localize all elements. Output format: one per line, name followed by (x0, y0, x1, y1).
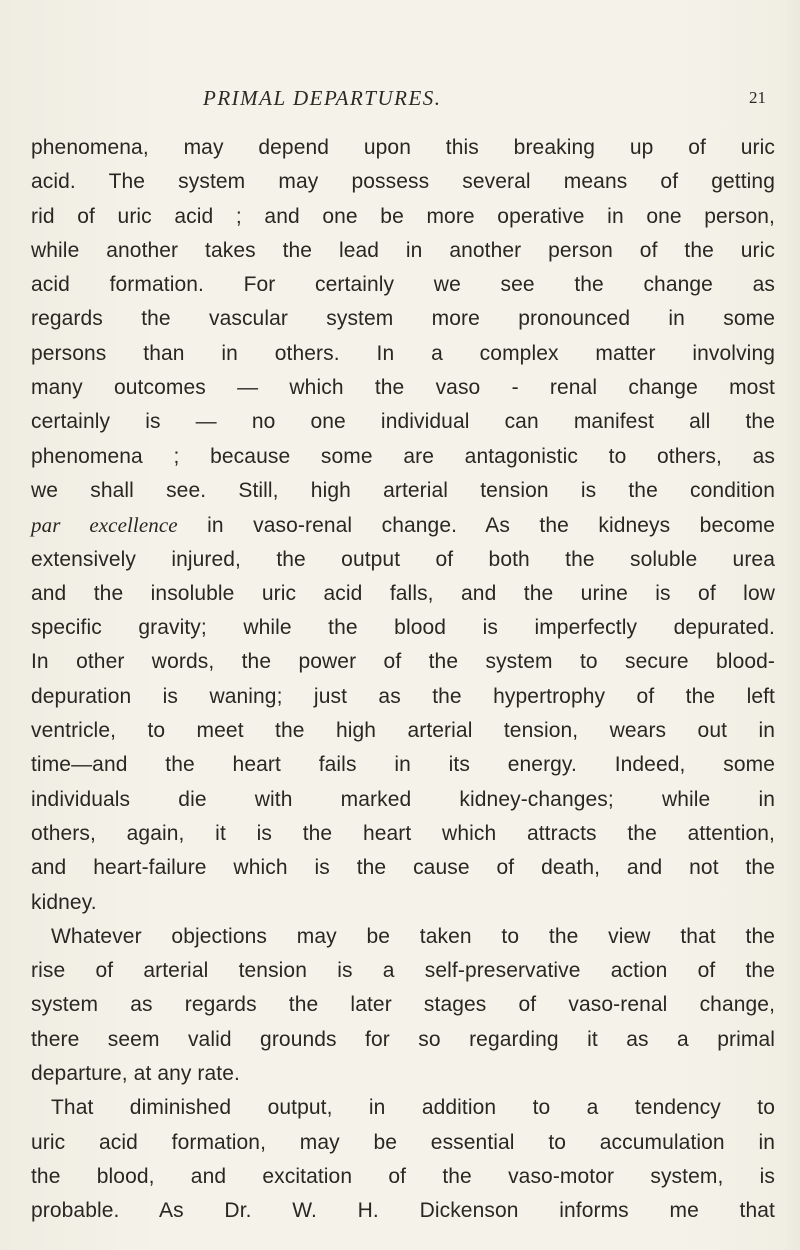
text-line: regards the vascular system more pronounced in some (31, 307, 775, 331)
text-line: many outcomes — which the vaso - renal change most (31, 376, 775, 400)
text-line: depuration is waning; just as the hypertrophy of the left (31, 684, 775, 708)
text-line: acid. The system may possess several means of getting (31, 170, 775, 194)
text-line: rid of uric acid ; and one be more operative in one person, (31, 204, 775, 228)
text-line: extensively injured, the output of both the soluble urea (31, 547, 775, 571)
page-number: 21 (749, 88, 766, 107)
text-line: ventricle, to meet the high arterial tension, wears out in (31, 719, 775, 743)
text-line: probable. As Dr. W. H. Dickenson informs me that (31, 1199, 775, 1223)
page-edge-shading (782, 0, 800, 1250)
text-line: we shall see. Still, high arterial tension is the condition (31, 478, 775, 502)
line-rest: in vaso-renal change. As the kidneys become (177, 514, 775, 538)
text-line: others, again, it is the heart which attracts the attention, (31, 821, 775, 845)
paragraph-start-line: That diminished output, in addition to a tendency to (51, 1096, 775, 1120)
text-line: time—and the heart fails in its energy. Indeed, some (31, 753, 775, 777)
body-text (31, 131, 775, 1229)
running-title: PRIMAL DEPARTURES. (203, 86, 442, 110)
text-line: the blood, and excitation of the vaso-motor system, is (31, 1164, 775, 1188)
text-line: system as regards the later stages of vaso-renal change, (31, 993, 775, 1017)
text-line: uric acid formation, may be essential to accumulation in (31, 1130, 775, 1154)
text-line: certainly is — no one individual can manifest all the (31, 410, 775, 434)
text-line: acid formation. For certainly we see the change as (31, 273, 775, 297)
text-line: and heart-failure which is the cause of death, and not the (31, 856, 775, 880)
text-line: phenomena, may depend upon this breaking up of uric (31, 136, 775, 159)
paragraph-end-line: kidney. (31, 890, 97, 914)
paragraph-start-line: Whatever objections may be taken to the view that the (51, 924, 775, 948)
text-line: individuals die with marked kidney-changes; while in (31, 787, 775, 811)
running-head (0, 86, 800, 116)
text-line: rise of arterial tension is a self-preservative action of the (31, 959, 775, 983)
text-line: specific gravity; while the blood is imperfectly depurated. (31, 616, 775, 640)
text-line: while another takes the lead in another person of the uric (31, 238, 775, 262)
text-line: there seem valid grounds for so regarding it as a primal (31, 1027, 775, 1051)
text-line: phenomena ; because some are antagonistic to others, as (31, 444, 775, 468)
italic-phrase: par excellence (31, 513, 178, 538)
text-line: In other words, the power of the system to secure blood- (31, 650, 775, 674)
text-line: persons than in others. In a complex matter involving (31, 341, 775, 365)
text-line-par-excellence (31, 508, 775, 542)
text-line: and the insoluble uric acid falls, and the urine is of low (31, 581, 775, 605)
paragraph-end-line: departure, at any rate. (31, 1062, 240, 1086)
